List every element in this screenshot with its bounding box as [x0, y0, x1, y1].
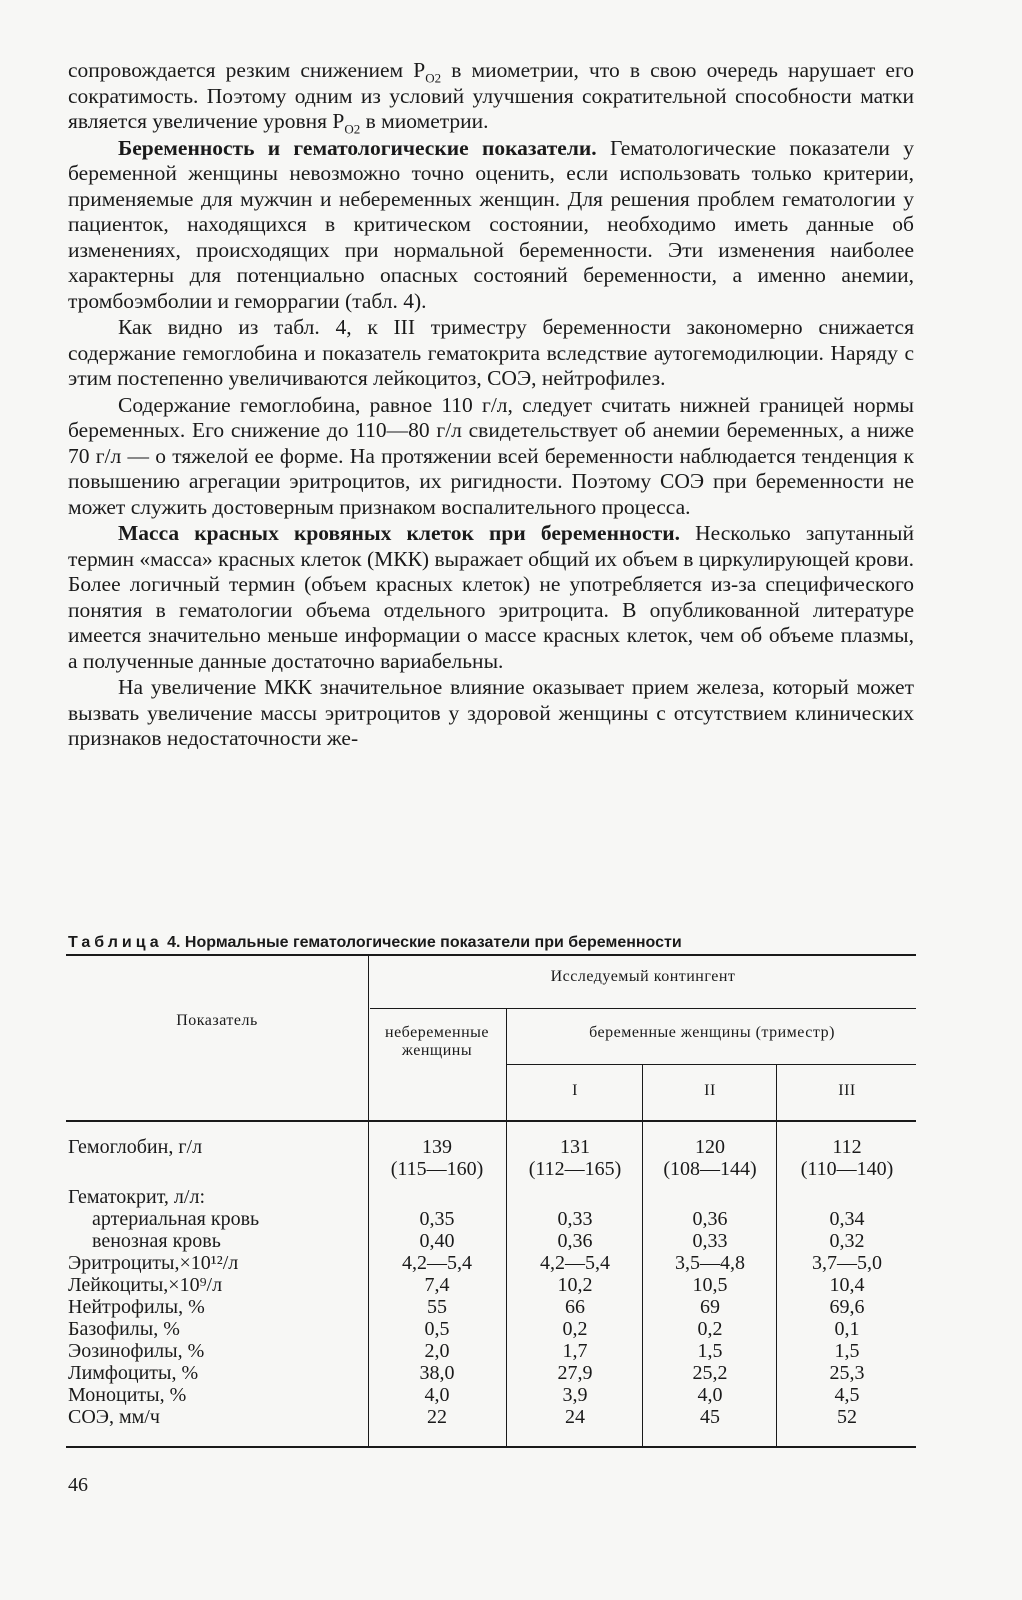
- table-cell: 66: [565, 1296, 585, 1318]
- col-divider-3: [642, 1064, 643, 1446]
- table-cell: 0,36: [692, 1208, 728, 1230]
- table-cell: 0,33: [692, 1230, 728, 1252]
- header-divider-group: [370, 1008, 916, 1009]
- table-cell: (110—140): [800, 1158, 894, 1180]
- table-cell: 1,5: [834, 1340, 860, 1362]
- header-group: Исследуемый контингент: [550, 968, 736, 985]
- row-label: артериальная кровь: [92, 1208, 260, 1230]
- paragraph-6: На увеличение МКК значительное влияние оказывает прием железа, который может вызвать увеличение массы эритроцитов у здоровой женщины с отсутствием клинических признаков недостаточности же-: [68, 675, 914, 750]
- table-cell: 139: [422, 1136, 452, 1158]
- row-label: Эритроциты,×10¹²/л: [68, 1252, 239, 1274]
- page-number: 46: [68, 1474, 88, 1496]
- table-cell: 0,2: [697, 1318, 723, 1340]
- body-text: [68, 58, 914, 752]
- section-heading-red-cell-mass: Масса красных кровяных клеток при беременности.: [118, 521, 680, 545]
- table-cell: 4,0: [424, 1384, 450, 1406]
- table-cell: 1,5: [697, 1340, 723, 1362]
- table-cell: (115—160): [390, 1158, 484, 1180]
- row-label: Базофилы, %: [68, 1318, 180, 1340]
- table-cell: 10,5: [692, 1274, 728, 1296]
- table-cell: 52: [837, 1406, 857, 1428]
- paragraph-3: Как видно из табл. 4, к III триместру беременности закономерно снижается содержание гемоглобина и показатель гематокрита вследствие аутогемодилюции. Наряду с этим постепенно увеличиваются лейкоцитоз, СОЭ, нейтрофилез.: [68, 315, 914, 390]
- col-divider-4: [776, 1064, 777, 1446]
- table-cell: 25,3: [829, 1362, 865, 1384]
- table-cell: 3,7—5,0: [812, 1252, 882, 1274]
- row-label: Гемоглобин, г/л: [68, 1136, 203, 1158]
- table-cell: 0,34: [829, 1208, 865, 1230]
- row-label: Моноциты, %: [68, 1384, 187, 1406]
- table-cell: 0,1: [834, 1318, 860, 1340]
- table-cell: 0,36: [557, 1230, 593, 1252]
- table-cell: 10,4: [829, 1274, 865, 1296]
- row-label: Лимфоциты, %: [68, 1362, 199, 1384]
- table-cell: 131: [560, 1136, 590, 1158]
- table-cell: 0,33: [557, 1208, 593, 1230]
- table-cell: 120: [695, 1136, 725, 1158]
- table-cell: 38,0: [419, 1362, 455, 1384]
- header-divider-trimester: [506, 1064, 916, 1065]
- table-cell: 4,2—5,4: [402, 1252, 472, 1274]
- paragraph-1: сопровождается резким снижением $P_{O2}$ в миометрии, что в свою очередь нарушает его сократимость. Поэтому одним из условий улучшения сократительной способности матки является увеличение уровня $P_{O2}$ в миометрии.: [68, 58, 914, 137]
- table-caption: Таблица 4. Нормальные гематологические показатели при беременности: [68, 934, 682, 951]
- row-label: Лейкоциты,×10⁹/л: [68, 1274, 223, 1296]
- table-header-rule: [66, 1120, 916, 1122]
- row-label: Эозинофилы, %: [68, 1340, 205, 1362]
- section-heading-pregnancy: Беременность и гематологические показатели.: [118, 135, 597, 160]
- table-cell: 7,4: [424, 1274, 450, 1296]
- table-cell: 22: [427, 1406, 447, 1428]
- table-cell: 55: [427, 1296, 447, 1318]
- row-label: Нейтрофилы, %: [68, 1296, 205, 1318]
- header-trimester-2: II: [704, 1082, 716, 1099]
- table-cell: 4,0: [697, 1384, 723, 1406]
- col-divider-1: [368, 954, 369, 1446]
- table-cell: 0,35: [419, 1208, 455, 1230]
- table-cell: 4,5: [834, 1384, 860, 1406]
- row-label: венозная кровь: [92, 1230, 221, 1252]
- table-bottom-rule: [66, 1446, 916, 1448]
- table-cell: 27,9: [557, 1362, 593, 1384]
- row-label: Гематокрит, л/л:: [68, 1186, 206, 1208]
- table-top-rule: [66, 954, 916, 956]
- header-indicator: Показатель: [176, 1012, 258, 1029]
- table-cell: 0,2: [562, 1318, 588, 1340]
- paragraph-5: Масса красных кровяных клеток при беременности. Несколько запутанный термин «масса» красных клеток (МКК) выражает общий их объем в циркулирующей крови. Более логичный термин (объем красных клеток) не употребляется из-за специфического понятия в гематологии объема отдельного эритроцита. В опубликованной литературе имеется значительно меньше информации о массе красных клеток, чем об объеме плазмы, а полученные данные достаточно вариабельны.: [68, 521, 915, 673]
- table-cell: 3,9: [562, 1384, 588, 1406]
- paragraph-2: Беременность и гематологические показатели. Гематологические показатели у беременной женщины невозможно точно оценить, если использовать только критерии, применяемые для мужчин и небеременных женщин. Для решения проблем гематологии у пациенток, находящихся в критическом состоянии, необходимо иметь данные об изменениях, происходящих при нормальной беременности. Эти изменения наиболее характерны для потенциально опасных состояний беременности, а именно анемии, тромбоэмболии и геморрагии (табл. 4).: [68, 135, 914, 313]
- header-trimester-1: I: [572, 1082, 578, 1099]
- table-cell: 45: [700, 1406, 720, 1428]
- header-pregnant: беременные женщины (триместр): [589, 1024, 835, 1041]
- header-trimester-3: III: [838, 1082, 856, 1099]
- header-nonpregnant: небеременные женщины: [385, 1024, 489, 1059]
- table-cell: 2,0: [424, 1340, 450, 1362]
- table-cell: 25,2: [692, 1362, 728, 1384]
- table-cell: 10,2: [557, 1274, 593, 1296]
- table-cell: 0,5: [424, 1318, 450, 1340]
- col-divider-2: [506, 1008, 507, 1446]
- table-cell: 1,7: [562, 1340, 588, 1362]
- table-cell: 69: [700, 1296, 720, 1318]
- table-cell: 112: [832, 1136, 862, 1158]
- table-cell: 0,40: [419, 1230, 455, 1252]
- table-cell: 24: [565, 1406, 585, 1428]
- table-cell: (108—144): [663, 1158, 757, 1180]
- table-cell: 0,32: [829, 1230, 865, 1252]
- row-label: СОЭ, мм/ч: [68, 1406, 160, 1428]
- table-cell: 69,6: [829, 1296, 865, 1318]
- table-cell: (112—165): [528, 1158, 622, 1180]
- table-cell: 4,2—5,4: [540, 1252, 610, 1274]
- table-cell: 3,5—4,8: [675, 1252, 745, 1274]
- paragraph-4: Содержание гемоглобина, равное 110 г/л, следует считать нижней границей нормы беременных. Его снижение до 110—80 г/л свидетельствует об анемии беременных, а ниже 70 г/л — о тяжелой ее форме. На протяжении всей беременности наблюдается тенденция к повышению агрегации эритроцитов, их ригидности. Поэтому СОЭ при беременности не может служить достоверным признаком воспалительного процесса.: [68, 392, 914, 519]
